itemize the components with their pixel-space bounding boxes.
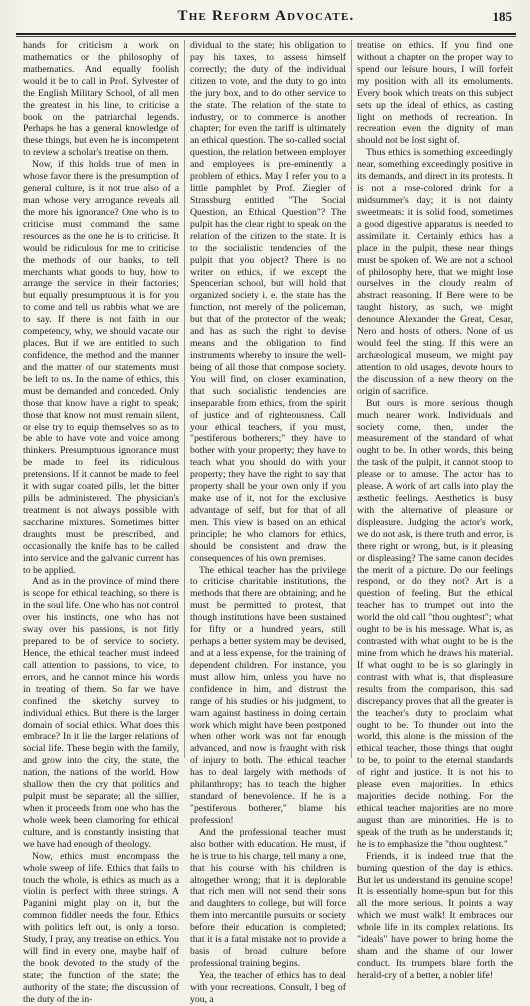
paragraph: Now, if this holds true of men in whose favor there is the presumption of general culture, is it not true also of a man whose very arrogance reveals all the more his ignorance? One who is to criticise must command the same resources as the one he is to criticise. It would be ridiculous for me to criticise the methods of our banks, to tell merchants what goods to buy, how to arrange the service in their factories; but equally presumptuous it is for you to come and tell us rabbis what we are to say. If there is not faith in our competency, why, we should vacate our places. But if we are entitled to such confidence, the method and the manner and the matter of our statements must be left to us. In the name of ethics, this must be demanded and conceded. Only those that know have a right to speak; those that know not must remain silent, or else try to equip themselves so as to be able to have vote and voice among thinkers. Presumptuous ignorance must be made to feel its ridiculous pretensions. If it cannot be made to feel it with sugar coated pills, let the bitter pills be administered. The physician's treatment is not always possible with saccharine mixtures. Sometimes bitter draughts must be prescribed, and occasionally the knife has to be called into service and the galvanic current has to be applied. bbox=[23, 159, 180, 576]
paragraph: treatise on ethics. If you find one without a chapter on the proper way to spend our leisure hours, I will forfeit my position with all its emoluments. Every book which treats on this subject sets up the ideal of ethics, as casting light on methods of recreation. In recreation even the dignity of man should not be lost sight of. bbox=[357, 40, 513, 147]
column-middle bbox=[184, 40, 351, 1005]
paragraph: Yea, the teacher of ethics has to deal with your recreations. Consult, I beg of you, a bbox=[190, 969, 346, 1005]
paragraph: And the professional teacher must also bother with education. He must, if he is true to his charge, tell many a one, that his course with his children is altogether wrong; that it is deplorable that rich men will not send their sons and daughters to college, but will force them into mercantile pursuits or society before their education is completed; that it is a fatal mistake not to provide a basis of broad culture before professional training begins. bbox=[190, 826, 346, 969]
paragraph: But ours is more serious though much nearer work. Individuals and society come, then, under the measurement of the standard of what ought to be. In other words, this being the task of the pulpit, it cannot stoop to please or to amuse. The actor has to please. A work of art calls into play the æsthetic feelings. Aesthetics is busy with the alternative of pleasure or displeasure. Judging the actor's work, we do not ask, is there truth and error, is there right or wrong, but, is it pleasing or displeasing? The same canon decides the merit of a picture. Do our feelings respond, or do they not? Art is a question of feeling. But the ethical teacher has to trumpet out into the world the old call "thou oughtest"; what ought to be is his message. What is, as contrasted with what ought to be is the mine from which he draws his material. If what ought to be is so glaringly in contrast with what is, that displeasure results from the comparison, this sad discrepancy proves that all the greater is the teacher's duty to proclaim what ought to be. To thunder out into the world, this alone is the mission of the ethical teacher, those things that ought to be, to point to the eternal standards of right and justice. It is not his to please even majorities. In ethics majorities decide nothing. For the ethical teacher majorities are no more august than are minorities. He is to speak of the truth as he understands it; he is to emphasize the "thou oughtest." bbox=[357, 397, 514, 850]
paragraph: And as in the province of mind there is scope for ethical teaching, so there is in the soul life. One who has not control over his instincts, one who has not sway over his passions, is not fitly prepared to be of service to society. Hence, the ethical teacher must indeed call attention to passions, to vice, to errors, and he cannot mince his words in treating of them. So far we have confined the sketchy survey to individual ethics. But there is the larger domain of social ethics. What does this embrace? In it lie the larger relations of social life. These begin with the family, and grow into the city, the state, the nation, the nations of the world. How shallow then the cry that politics and pulpit must be separate; all the sillier, when it proceeds from one who has the whole week been clamoring for ethical culture, and is constantly insisting that we have had enough of theology. bbox=[23, 576, 179, 850]
paragraph: dividual to the state; his obligation to pay his taxes, to assess himself correctly; the duty of the individual citizen to vote, and the duty to go into the jury box, and to do other service to the state. The relation of the state to industry, or to commerce is another chapter; for even the tariff is ultimately an ethical question. The so-called social question, the relation between employer and employees is pre-eminently a problem of ethics. May I refer you to a little pamphlet by Prof. Ziegler of Strassburg entitled "The Social Question, an Ethical Question"? The pulpit has the clear right to speak on the relation of the citizen to the state. It is to the socialistic tendencies of the pulpit that you object? There is no writer on ethics, if we except the Spencerian school, but will hold that organized society i. e. the state has the function, not merely of the policeman, but that of the protector of the weak; and has as such the right to devise means and the obligation to find instruments whereby to insure the well-being of all those that compose society. You will find, on closer examination, that such socialistic tendencies are inseparable from ethics, from the spirit of justice and of righteousness. Call your ethical teachers, if you must, "pestiferous botherers;" they have to bother with your property; they have to teach what you should do with your property; they have the right to say that property shall be your own only if you make use of it, not for the exclusive advantage of self, but for that of all men. This view is based on an ethical principle; he who clamors for ethics, should be consistent and draw the consequences of his own premises. bbox=[190, 40, 346, 564]
header-rule-thin bbox=[16, 36, 516, 37]
paragraph: Now, ethics must encompass the whole sweep of life. Ethics that fails to touch the whole, is ethics as much as a violin is perfect with three strings. A Paganini might play on it, but the common fiddler needs the four. Ethics with politics left out, is only a torso. Study, I pray, any treatise on ethics. You will find in every one, maybe half of the book devoted to the study of the state; the function of the state; the authority of the state; the discussion of the duty of the in- bbox=[23, 850, 179, 1005]
paragraph: Thus ethics is something exceedingly near, something exceedingly positive in its demands, and direct in its protests. It is not a rose-colored drink for a midsummer's day; it is not dainty sweetmeats: it is solid food, sometimes a good digestive apparatus is needed to assimilate it. Certainly ethics has a place in the pulpit, these near things must be spoken of. We are not a school of philosophy here, that we might lose ourselves in the cloudy realm of abstract reasoning. If Bere were to be taught history, as such, we might denounce Alexander the Great, Cesar, Nero and hosts of others. None of us would feel the sting. If this were an archæological museum, we might pay attention to old usages, devote hours to the discussion of a new theory on the origin of sacrifice. bbox=[357, 147, 513, 397]
text-columns bbox=[18, 40, 518, 1005]
paragraph: The ethical teacher has the privilege to criticise charitable institutions, the methods that there are obtaining; and he must be permitted to protest, that though institutions have been sustained for fifty or a hundred years, still perhaps a better system may be devised, and at a less expense, for the training of dependent children. For instance, you must allow him, unless you have no confidence in him, and distrust the range of his studies or his judgment, to warn against hastiness in doing certain work which might have been postponed when other work was not far enough advanced, and now is fraught with risk of injury to both. The ethical teacher has to deal largely with methods of philanthropy; has to teach the higher standard of benevolence. If he is a "pestiferous botherer," blame his profession! bbox=[190, 564, 346, 826]
page-number: 185 bbox=[492, 9, 512, 24]
paragraph: hands for criticism a work on mathematics or the philosophy of mathematics. And equally foolish would it be to call in Prof. Sylvester of the English Military School, of all men the greatest in his line, to criticise a book on the patriarchal legends. Perhaps he has a general knowledge of these things, but even he is incompetent to review a scholar's treatise on them. bbox=[23, 40, 179, 159]
header-rule bbox=[16, 33, 516, 35]
running-title: The Reform Advocate. bbox=[177, 8, 355, 24]
column-left bbox=[18, 40, 184, 1005]
column-right bbox=[351, 40, 518, 981]
paragraph: Friends, it is indeed true that the burning question of the day is ethics. But let us understand its genuine scope! It is essentially home-spun but for this all the more serious. It points a way which we must walk! It embraces our whole life in its complex relations. Its "ideals" have power to bring home the sham and the shame of our lower conduct. Its trumpets blare forth the herald-cry of a better, a nobler life! bbox=[357, 850, 513, 981]
page-header bbox=[16, 6, 516, 32]
